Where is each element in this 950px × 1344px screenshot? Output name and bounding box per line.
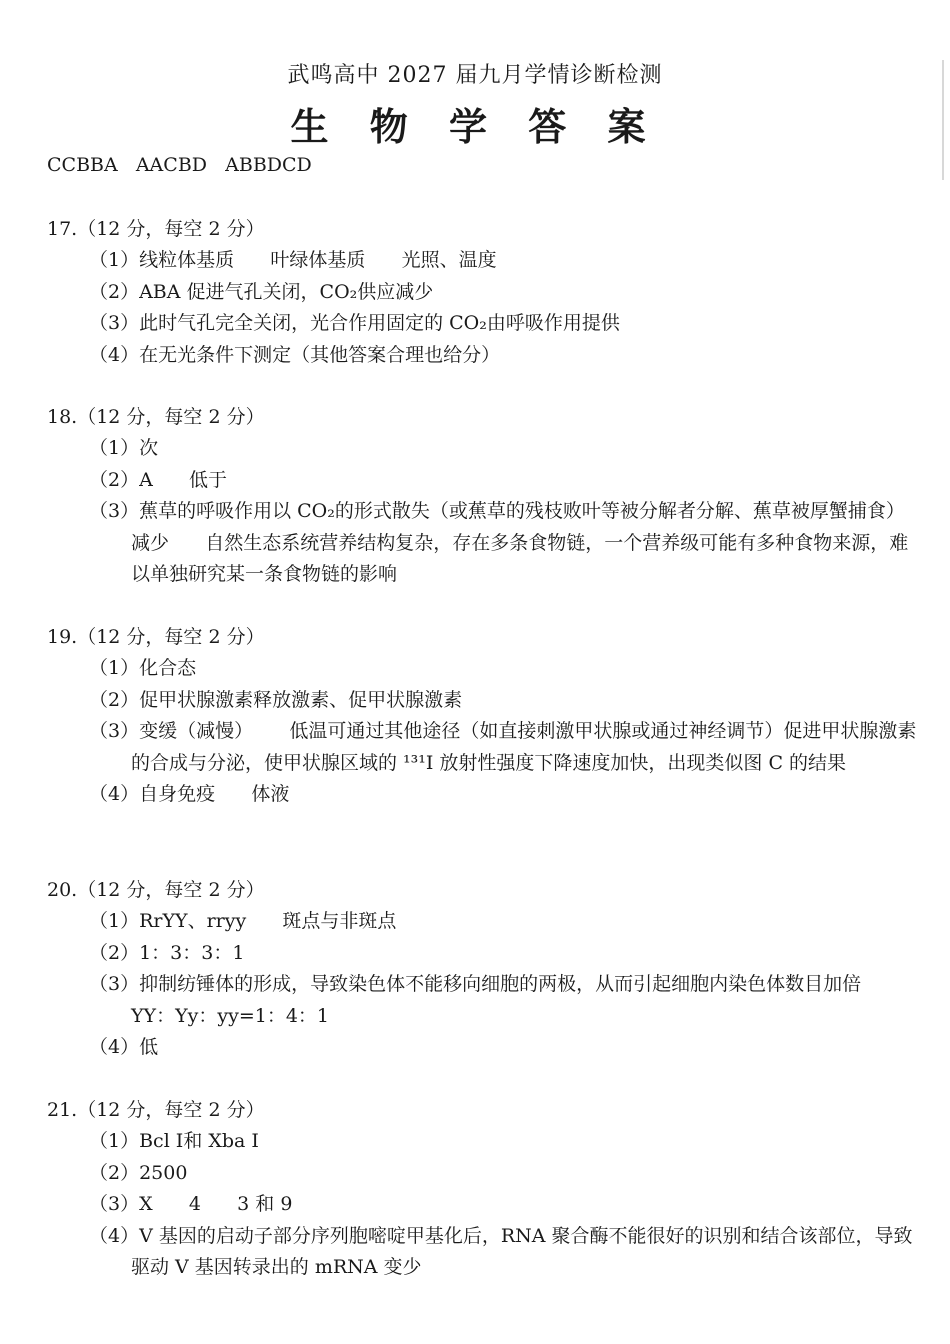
question-18: [47, 402, 942, 591]
q18-item-2: （2）A 低于: [89, 468, 228, 491]
q17-item-4: （4）在无光条件下测定（其他答案合理也给分）: [89, 343, 501, 366]
q19-item-4: （4）自身免疫 体液: [89, 783, 290, 805]
q19-item-2: （2）促甲状腺激素释放激素、促甲状腺激素: [89, 688, 463, 711]
q19-item-3: （3）变缓（减慢） 低温可通过其他途径（如直接刺激甲状腺或通过神经调节）促进甲状腺激素的合成与分泌，使甲状腺区域的 ¹³¹I 放射性强度下降速度加快，出现类似图 C 的结果: [89, 720, 917, 774]
q17-item-2: （2）ABA 促进气孔关闭，CO₂供应减少: [89, 280, 434, 303]
q18-item-3: （3）蕉草的呼吸作用以 CO₂的形式散失（或蕉草的残枝败叶等被分解者分解、蕉草被厚蟹捕食） 减少 自然生态系统营养结构复杂，存在多条食物链，一个营养级可能有多种食物来源，难以单独研究某一条食物链的影响: [89, 500, 942, 585]
q20-item-2: （2）1：3：3：1: [89, 941, 245, 964]
choice-answers: CCBBA AACBD ABBDCD: [47, 154, 312, 176]
subject-title: 生 物 学 答 案: [290, 104, 660, 149]
question-17-head: 17.（12 分，每空 2 分）: [47, 218, 265, 240]
question-18-head: 18.（12 分，每空 2 分）: [47, 406, 265, 428]
question-17: [47, 214, 917, 371]
q18-item-1: （1）次: [89, 437, 159, 459]
question-20: [47, 875, 917, 1064]
q20-item-4: （4）低: [89, 1036, 159, 1058]
question-19-head: 19.（12 分，每空 2 分）: [47, 626, 265, 648]
question-21: [47, 1095, 917, 1284]
q21-item-3: （3）X 4 3 和 9: [89, 1193, 293, 1215]
question-21-head: 21.（12 分，每空 2 分）: [47, 1099, 265, 1121]
q20-item-3: （3）抑制纺锤体的形成，导致染色体不能移向细胞的两极，从而引起细胞内染色体数目加倍 YY：Yy：yy=1：4：1: [89, 973, 898, 1027]
q17-item-1: （1）线粒体基质 叶绿体基质 光照、温度: [89, 249, 497, 271]
question-20-head: 20.（12 分，每空 2 分）: [47, 879, 265, 901]
question-19: [47, 622, 917, 811]
q21-item-1: （1）Bcl I和 Xba I: [89, 1130, 259, 1152]
q21-item-4: （4）V 基因的启动子部分序列胞嘧啶甲基化后，RNA 聚合酶不能很好的识别和结合该部位，导致驱动 V 基因转录出的 mRNA 变少: [89, 1224, 913, 1278]
q21-item-2: （2）2500: [89, 1161, 188, 1184]
q20-item-1: （1）RrYY、rryy 斑点与非斑点: [89, 910, 397, 932]
q17-item-3: （3）此时气孔完全关闭，光合作用固定的 CO₂由呼吸作用提供: [89, 312, 620, 334]
q19-item-1: （1）化合态: [89, 657, 197, 679]
scan-edge-mark: [942, 60, 944, 180]
exam-title: 武鸣高中 2027 届九月学情诊断检测: [287, 63, 663, 88]
